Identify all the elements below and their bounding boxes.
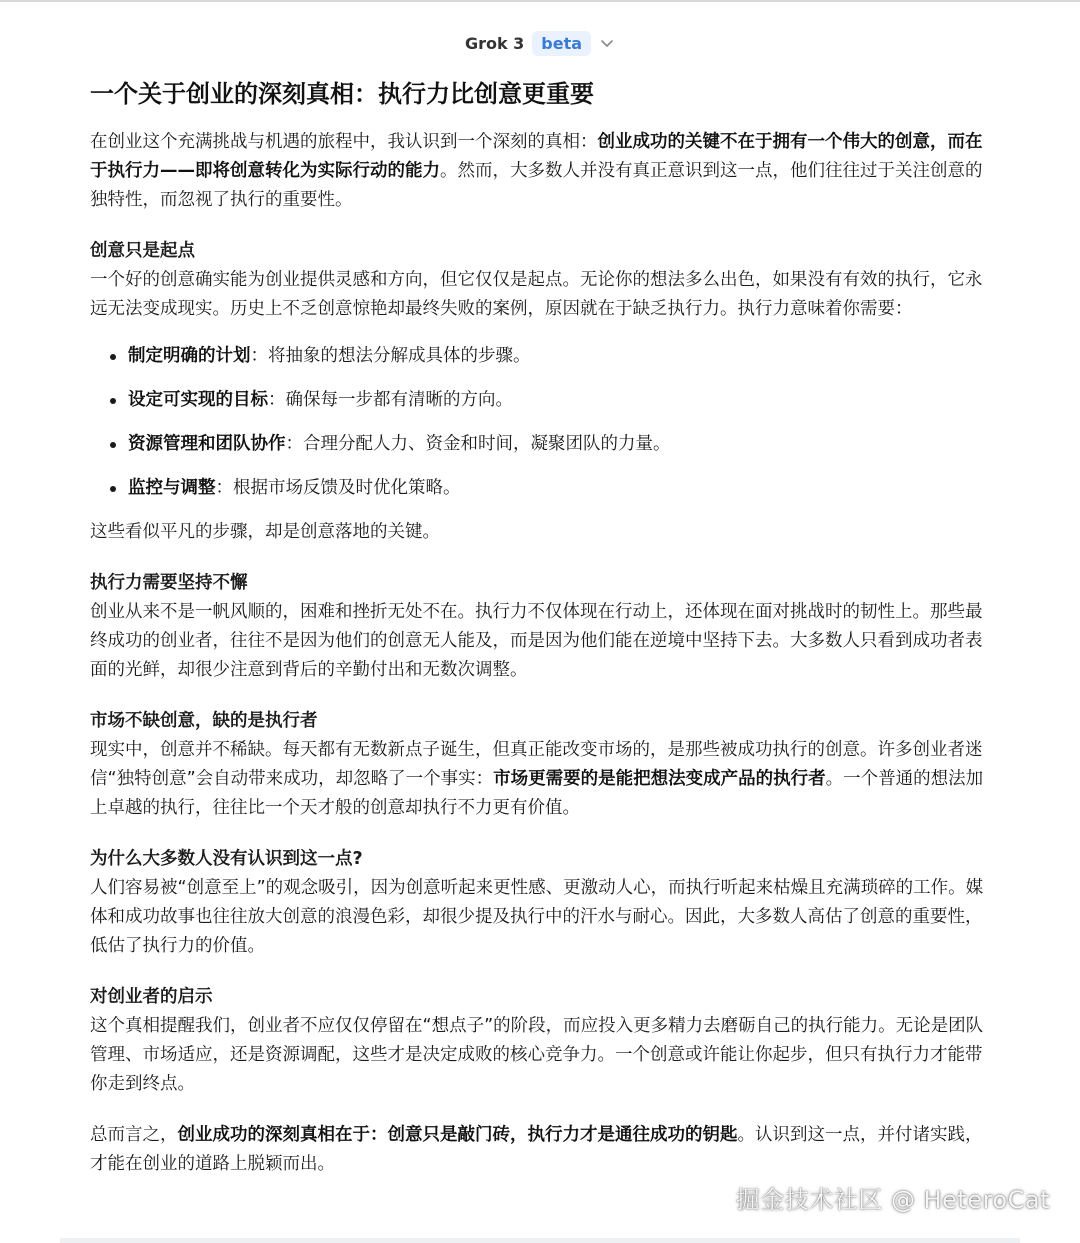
list-item-text: ：确保每一步都有清晰的方向。 xyxy=(268,390,513,410)
bottom-band xyxy=(60,1238,1020,1243)
intro-text-c: 。然而，大多数人并没有真正意识到这一点，他们往往过于关注创意的独特性，而忽视了执行的重要性。 xyxy=(90,161,983,210)
section-market xyxy=(90,707,996,823)
list-item-bold: 监控与调整 xyxy=(128,478,216,498)
section-body xyxy=(90,736,996,823)
execution-list xyxy=(90,342,996,503)
intro-text-a: 在创业这个充满挑战与机遇的旅程中，我认识到一个深刻的真相： xyxy=(90,132,598,152)
section-title: 为什么大多数人没有认识到这一点? xyxy=(90,849,363,869)
section-title: 对创业者的启示 xyxy=(90,987,213,1007)
section-title: 创意只是起点 xyxy=(90,241,195,261)
section-body: 这个真相提醒我们，创业者不应仅仅停留在“想点子”的阶段，而应投入更多精力去磨砺自己的执行能力。无论是团队管理、市场适应，还是资源调配，这些才是决定成败的核心竞争力。一个创意或许能让你起步，但只有执行力才能带你走到终点。 xyxy=(90,1016,984,1094)
section-persistence xyxy=(90,569,996,685)
conclusion-text-a: 总而言之， xyxy=(90,1125,178,1145)
intro-emphasis: 创业成功的关键不在于拥有一个伟大的创意，而在于执行力——即将创意转化为实际行动的能力 xyxy=(90,132,983,181)
after-list-paragraph: 这些看似平凡的步骤，却是创意落地的关键。 xyxy=(90,522,440,542)
list-item-text: ：将抽象的想法分解成具体的步骤。 xyxy=(250,346,531,366)
list-item xyxy=(128,430,996,459)
article xyxy=(90,72,996,1179)
list-item-bold: 资源管理和团队协作 xyxy=(128,434,286,454)
list-item-text: ：合理分配人力、资金和时间，凝聚团队的力量。 xyxy=(285,434,671,454)
list-item-bold: 设定可实现的目标 xyxy=(128,390,268,410)
section-body: 人们容易被“创意至上”的观念吸引，因为创意听起来更性感、更激动人心，而执行听起来枯燥且充满琐碎的工作。媒体和成功故事也往往放大创意的浪漫色彩，却很少提及执行中的汗水与耐心。因此，大多数人高估了创意的重要性，低估了执行力的价值。 xyxy=(90,878,984,956)
article-title: 一个关于创业的深刻真相：执行力比创意更重要 xyxy=(90,80,594,108)
list-item xyxy=(128,342,996,371)
section-why xyxy=(90,845,996,961)
conclusion-text-c: 。认识到这一点，并付诸实践，才能在创业的道路上脱颖而出。 xyxy=(90,1125,983,1174)
conclusion-emphasis: 创业成功的深刻真相在于：创意只是敲门砖，执行力才是通往成功的钥匙 xyxy=(177,1125,738,1145)
market-text-c: 。一个普通的想法加上卓越的执行，往往比一个天才般的创意却执行不力更有价值。 xyxy=(90,769,984,818)
header xyxy=(0,26,1080,60)
model-name: Grok 3 xyxy=(464,33,525,53)
list-item-bold: 制定明确的计划 xyxy=(128,346,251,366)
list-item xyxy=(128,474,996,503)
section-title: 市场不缺创意，缺的是执行者 xyxy=(90,711,318,731)
list-item-text: ：根据市场反馈及时优化策略。 xyxy=(215,478,461,498)
section-body: 创业从来不是一帆风顺的，困难和挫折无处不在。执行力不仅体现在行动上，还体现在面对挑战时的韧性上。那些最终成功的创业者，往往不是因为他们的创意无人能及，而是因为他们能在逆境中坚持下去。大多数人只看到成功者表面的光鲜，却很少注意到背后的辛勤付出和无数次调整。 xyxy=(90,602,983,680)
top-border xyxy=(0,0,1080,2)
market-text-a: 现实中，创意并不稀缺。每天都有无数新点子诞生，但真正能改变市场的，是那些被成功执行的创意。许多创业者迷信“独特创意”会自动带来成功，却忽略了一个事实： xyxy=(90,740,983,789)
beta-badge: beta xyxy=(532,31,591,56)
list-item xyxy=(128,386,996,415)
section-title: 执行力需要坚持不懈 xyxy=(90,573,248,593)
section-idea-start xyxy=(90,237,996,324)
intro-paragraph xyxy=(90,128,996,215)
market-emphasis: 市场更需要的是能把想法变成产品的执行者 xyxy=(493,769,826,789)
watermark: 掘金技术社区 @ HeteroCat xyxy=(735,1186,1050,1214)
conclusion-paragraph xyxy=(90,1121,996,1179)
section-body: 一个好的创意确实能为创业提供灵感和方向，但它仅仅是起点。无论你的想法多么出色，如果没有有效的执行，它永远无法变成现实。历史上不乏创意惊艳却最终失败的案例，原因就在于缺乏执行力。执行力意味着你需要： xyxy=(90,270,983,319)
chevron-down-icon xyxy=(599,35,615,51)
model-selector[interactable] xyxy=(465,31,615,56)
section-insight xyxy=(90,983,996,1099)
